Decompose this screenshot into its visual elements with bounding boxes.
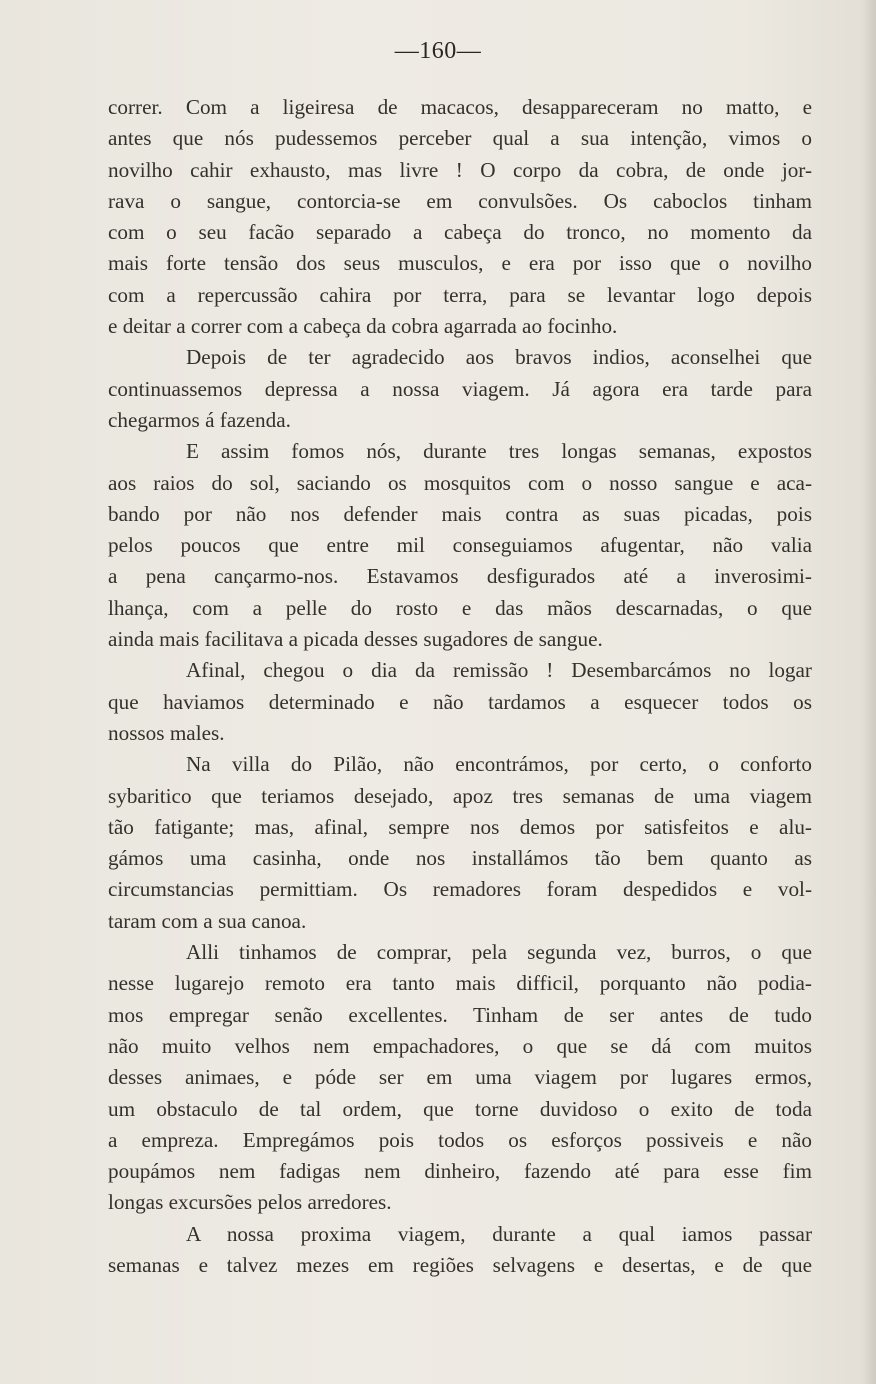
paragraph-first-line: Depois de ter agradecido aos bravos indios, aconselhei que [186, 345, 812, 370]
text-line: antes que nós pudessemos perceber qual a sua intenção, vimos o [108, 126, 812, 151]
text-line: bando por não nos defender mais contra as suas picadas, pois [108, 501, 812, 526]
text-line: não muito velhos nem empachadores, o que se dá com muitos [108, 1033, 812, 1058]
text-line: nesse lugarejo remoto era tanto mais difficil, porquanto não podia- [108, 971, 812, 996]
paragraph-first-line: A nossa proxima viagem, durante a qual iamos passar [186, 1221, 812, 1246]
text-line: chegarmos á fazenda. [108, 407, 291, 432]
text-line: mais forte tensão dos seus musculos, e era por isso que o novilho [108, 251, 812, 276]
text-line: a empreza. Empregámos pois todos os esforços possiveis e não [108, 1127, 812, 1152]
text-line: pelos poucos que entre mil conseguiamos afugentar, não valia [108, 533, 812, 558]
text-line: sybaritico que teriamos desejado, apoz tres semanas de uma viagem [108, 783, 812, 808]
text-line: aos raios do sol, saciando os mosquitos com o nosso sangue e aca- [108, 470, 812, 495]
text-line: taram com a sua canoa. [108, 908, 307, 933]
text-line: correr. Com a ligeiresa de macacos, desappareceram no matto, e [108, 95, 812, 119]
paragraph-first-line: Afinal, chegou o dia da remissão ! Desembarcámos no logar [186, 658, 812, 683]
body-text [108, 92, 812, 1281]
text-line: circumstancias permittiam. Os remadores foram despedidos e vol- [108, 877, 812, 902]
page-number: —160— [394, 38, 482, 64]
page-edge-shadow [862, 0, 876, 1384]
text-line: a pena cançarmo-nos. Estavamos desfigurados até a inverosimi- [108, 564, 812, 589]
text-line: nossos males. [108, 720, 225, 745]
text-line: tão fatigante; mas, afinal, sempre nos demos por satisfeitos e alu- [108, 814, 812, 839]
text-line: e deitar a correr com a cabeça da cobra agarrada ao focinho. [108, 314, 618, 339]
text-line: desses animaes, e póde ser em uma viagem por lugares ermos, [108, 1065, 812, 1090]
text-line: novilho cahir exhausto, mas livre ! O corpo da cobra, de onde jor- [108, 157, 812, 182]
text-line: com o seu facão separado a cabeça do tronco, no momento da [108, 220, 812, 245]
paragraph-first-line: Alli tinhamos de comprar, pela segunda vez, burros, o que [186, 940, 812, 965]
text-line: lhança, com a pelle do rosto e das mãos descarnadas, o que [108, 595, 812, 620]
text-line: rava o sangue, contorcia-se em convulsões. Os caboclos tinham [108, 188, 812, 213]
text-line: com a repercussão cahira por terra, para se levantar logo depois [108, 282, 812, 307]
text-line: continuassemos depressa a nossa viagem. Já agora era tarde para [108, 376, 812, 401]
paragraph-first-line: E assim fomos nós, durante tres longas semanas, expostos [186, 439, 812, 464]
paragraph-first-line: Na villa do Pilão, não encontrámos, por certo, o conforto [186, 752, 812, 777]
text-line: ainda mais facilitava a picada desses sugadores de sangue. [108, 627, 603, 652]
text-line: um obstaculo de tal ordem, que torne duvidoso o exito de toda [108, 1096, 812, 1121]
text-line: longas excursões pelos arredores. [108, 1190, 392, 1215]
text-line: mos empregar senão excellentes. Tinham de ser antes de tudo [108, 1002, 812, 1027]
text-line: semanas e talvez mezes em regiões selvagens e desertas, e de que [108, 1252, 812, 1277]
text-line: que haviamos determinado e não tardamos a esquecer todos os [108, 689, 812, 714]
text-line: gámos uma casinha, onde nos installámos tão bem quanto as [108, 846, 812, 871]
text-line: poupámos nem fadigas nem dinheiro, fazendo até para esse fim [108, 1159, 812, 1184]
